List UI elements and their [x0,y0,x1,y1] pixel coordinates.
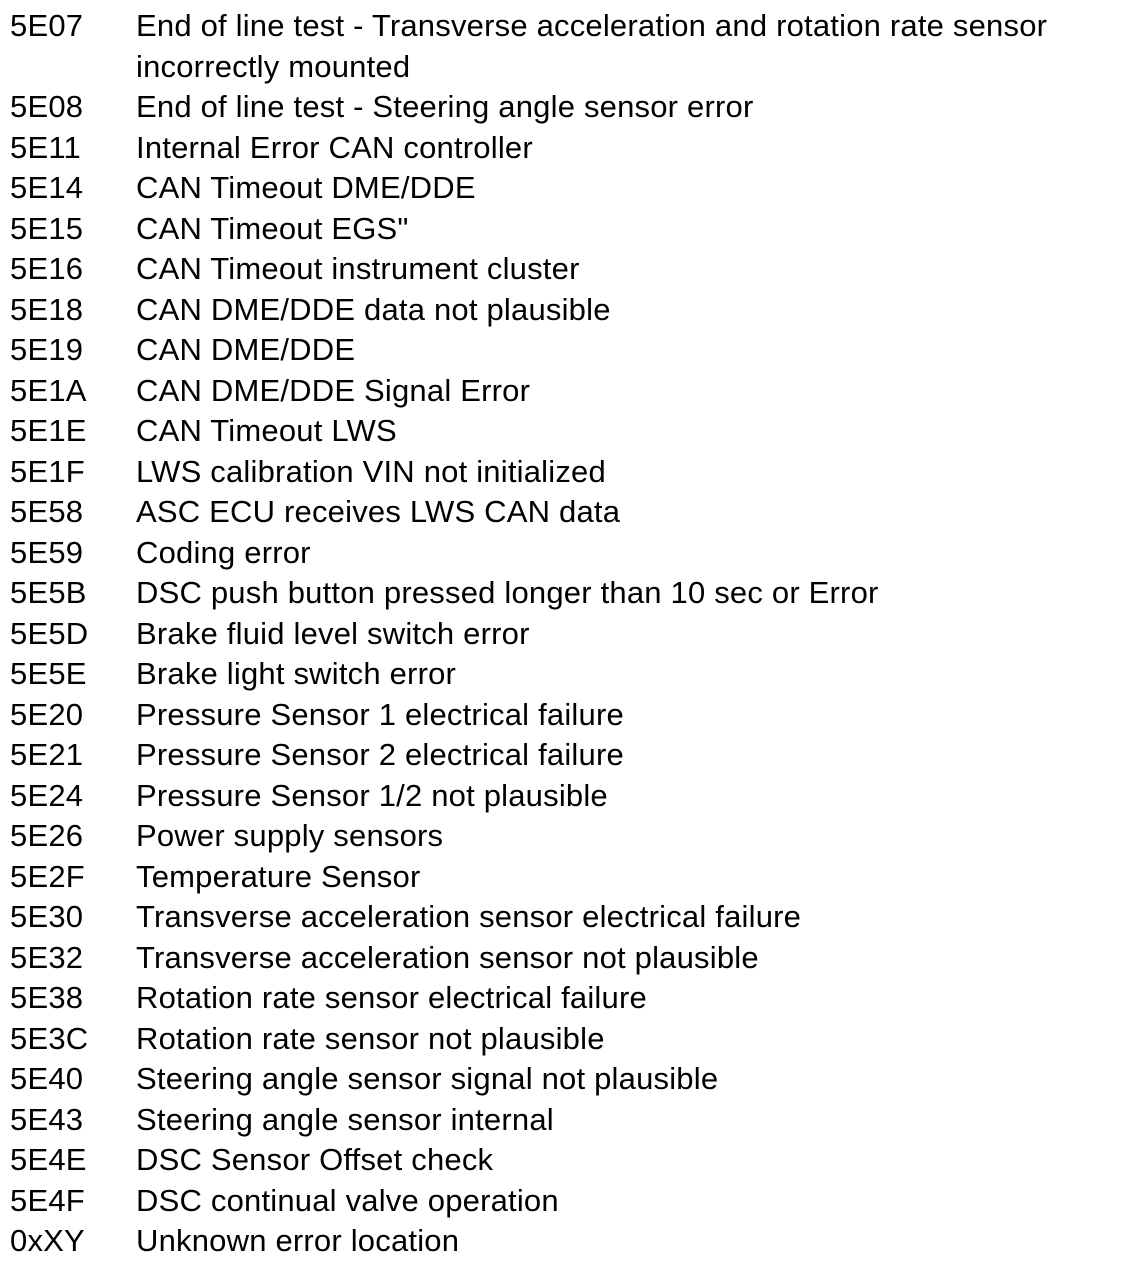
error-description: DSC continual valve operation [136,1182,559,1218]
error-description: Rotation rate sensor not plausible [136,1020,605,1056]
error-code-list [0,6,1136,1262]
error-code: 5E30 [10,899,84,934]
error-code: 5E19 [10,332,84,367]
list-item [0,209,1136,250]
error-description: Internal Error CAN controller [136,129,533,165]
error-code: 5E07 [10,8,84,43]
error-description: Brake light switch error [136,656,457,691]
list-item [0,330,1136,371]
list-item [0,128,1136,169]
error-code: 5E4E [10,1142,87,1177]
error-code: 5E21 [10,737,84,772]
error-code: 5E16 [10,251,84,286]
error-code: 5E40 [10,1061,84,1096]
error-code: 5E15 [10,210,84,246]
list-item [0,87,1136,128]
list-item [0,492,1136,533]
error-code: 5E38 [10,980,84,1015]
error-description: Power supply sensors [136,818,444,853]
error-description: Brake fluid level switch error [136,615,530,651]
error-description: Transverse acceleration sensor electrical failure [136,899,802,934]
error-description: Coding error [136,534,311,570]
list-item [0,1221,1136,1262]
list-item [0,857,1136,898]
error-description: Rotation rate sensor electrical failure [136,980,647,1015]
list-item [0,1140,1136,1181]
list-item [0,654,1136,695]
error-code: 5E1E [10,413,87,448]
error-code: 5E11 [10,129,81,165]
error-code: 5E3C [10,1020,89,1056]
list-item [0,6,1136,87]
list-item [0,452,1136,493]
error-description: Transverse acceleration sensor not plausible [136,939,759,975]
list-item [0,290,1136,331]
list-item [0,573,1136,614]
list-item [0,411,1136,452]
error-code: 5E5E [10,656,87,691]
error-code: 5E1A [10,372,87,408]
list-item [0,938,1136,979]
error-code: 5E4F [10,1182,85,1218]
error-description: DSC push button pressed longer than 10 sec or Error [136,575,879,610]
list-item [0,1100,1136,1141]
error-code: 5E5B [10,575,87,610]
list-item [0,776,1136,817]
error-description: CAN DME/DDE Signal Error [136,372,531,408]
error-code: 5E2F [10,858,85,894]
list-item [0,371,1136,412]
error-description: LWS calibration VIN not initialized [136,453,606,489]
error-code: 5E32 [10,939,84,975]
list-item [0,249,1136,290]
error-code: 5E43 [10,1101,84,1137]
error-description: CAN Timeout DME/DDE [136,170,476,205]
error-description: Steering angle sensor internal [136,1101,554,1137]
list-item [0,533,1136,574]
error-code: 5E58 [10,494,84,529]
error-code: 5E20 [10,696,84,732]
error-description: End of line test - Transverse acceleration and rotation rate sensor incorrectly mounted [136,8,1048,84]
error-code: 5E26 [10,818,84,853]
error-description: Unknown error location [136,1223,460,1258]
list-item [0,897,1136,938]
error-code: 5E08 [10,89,84,124]
error-code: 5E14 [10,170,84,205]
error-description: Pressure Sensor 2 electrical failure [136,737,624,772]
error-description: CAN Timeout EGS" [136,210,409,246]
error-description: CAN Timeout LWS [136,413,397,448]
list-item [0,614,1136,655]
error-description: ASC ECU receives LWS CAN data [136,494,621,529]
error-code: 5E59 [10,534,84,570]
error-description: CAN Timeout instrument cluster [136,251,580,286]
error-description: Pressure Sensor 1/2 not plausible [136,777,608,813]
error-description: Pressure Sensor 1 electrical failure [136,696,624,732]
list-item [0,695,1136,736]
error-description: Steering angle sensor signal not plausible [136,1061,719,1096]
list-item [0,1181,1136,1222]
list-item [0,978,1136,1019]
error-description: DSC Sensor Offset check [136,1142,494,1177]
list-item [0,735,1136,776]
error-description: CAN DME/DDE [136,332,356,367]
error-code: 5E1F [10,453,85,489]
list-item [0,168,1136,209]
error-description: CAN DME/DDE data not plausible [136,291,611,327]
error-description: End of line test - Steering angle sensor error [136,89,754,124]
error-code: 0xXY [10,1223,85,1258]
list-item [0,816,1136,857]
error-description: Temperature Sensor [136,858,421,894]
error-code: 5E18 [10,291,84,327]
list-item [0,1059,1136,1100]
error-code: 5E5D [10,615,89,651]
error-code: 5E24 [10,777,84,813]
list-item [0,1019,1136,1060]
